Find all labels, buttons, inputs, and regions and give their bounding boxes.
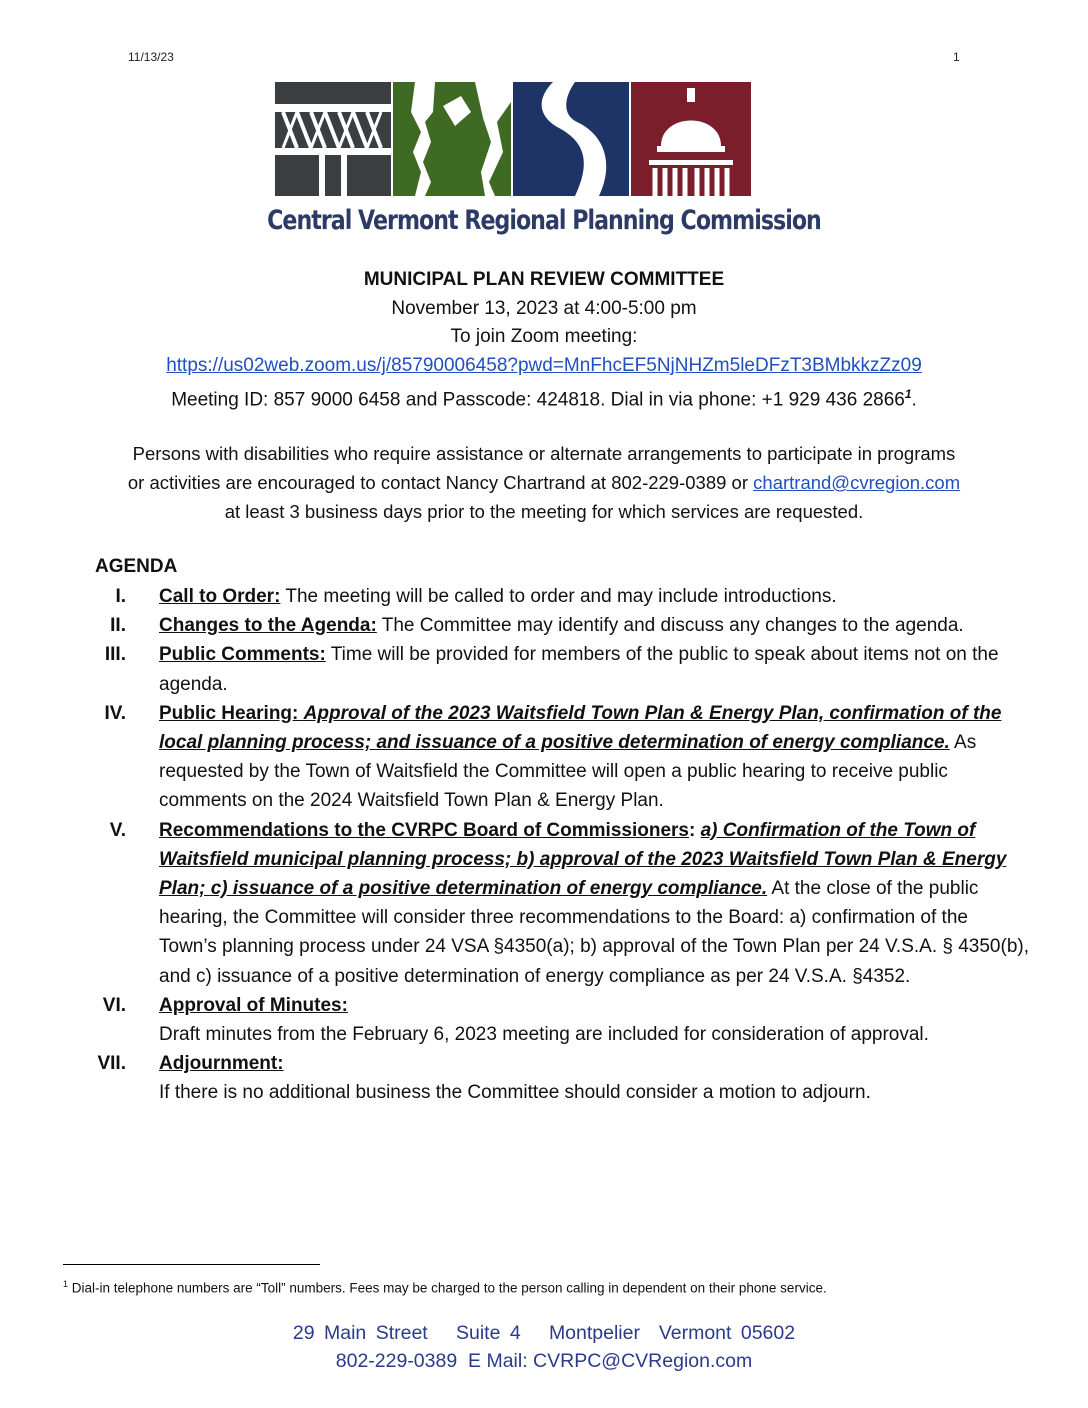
ada-line-2	[0, 468, 1088, 497]
footnote-divider	[63, 1264, 320, 1265]
agenda-item-number: VI.	[102, 994, 126, 1016]
capitol-icon	[631, 82, 751, 196]
agenda-item-text: If there is no additional business the Committee should consider a motion to adjourn.	[159, 1082, 871, 1104]
footnote-mark: 1	[63, 1279, 69, 1289]
zoom-meeting-link[interactable]: https://us02web.zoom.us/j/85790006458?pwd=MnFhcEF5NjNHZm5leDFzT3BMbkkzZz09	[166, 355, 922, 376]
agenda-item	[70, 699, 1030, 816]
agenda-item-number: I.	[115, 586, 126, 607]
ada-line-2-text: or activities are encouraged to contact Nancy Chartrand at 802-229-0389 or	[127, 472, 754, 493]
zoom-join-label: To join Zoom meeting:	[450, 326, 638, 347]
meeting-id-text: Meeting ID: 857 9000 6458 and Passcode: 424818. Dial in via phone: +1 929 436 2866	[171, 389, 905, 411]
agenda-item-title: Approval of Minutes:	[159, 994, 348, 1016]
footnote-ref: 1	[904, 387, 912, 401]
accessibility-notice	[0, 439, 1088, 526]
agenda-item-emphasis: Approval of the 2023 Waitsfield Town Plan & Energy Plan, confirmation of the local planning process; and issuance of a positive determination of energy compliance.	[159, 702, 1002, 754]
meeting-id-line: Meeting ID: 857 9000 6458 and Passcode: 424818. Dial in via phone: +1 929 436 2866$^1$.	[171, 387, 917, 411]
agenda-item-colon: :	[688, 819, 701, 841]
agenda-item	[70, 640, 1030, 698]
footer-address: 29 Main Street Suite 4 Montpelier Vermont 05602	[292, 1322, 796, 1344]
agenda-item-number: V.	[109, 819, 126, 841]
zoom-link-line	[0, 351, 1088, 380]
agenda-item	[70, 816, 1030, 991]
agenda-item-number: IV.	[104, 702, 126, 724]
page-number: 1	[953, 50, 960, 64]
agenda-item-number: II.	[110, 615, 126, 637]
agenda-item-text: As requested by the Town of Waitsfield the Committee will open a public hearing to receive public comments on the 2024 Waitsfield Town Plan & Energy Plan.	[159, 732, 977, 812]
agenda-item-title: Public Hearing:	[159, 702, 304, 724]
organization-name: Central Vermont Regional Planning Commission	[267, 205, 821, 236]
agenda-item-number: VII.	[97, 1053, 126, 1075]
agenda-item	[70, 991, 1030, 1049]
vermont-map-icon	[393, 82, 511, 196]
agenda-heading: AGENDA	[95, 556, 178, 577]
agenda-item-title: Recommendations to the CVRPC Board of Commissioners	[159, 819, 689, 841]
agenda-item-title: Public Comments:	[159, 644, 326, 666]
river-icon	[513, 82, 629, 196]
agenda-item	[70, 611, 1030, 640]
ada-line-1: Persons with disabilities who require assistance or alternate arrangements to participate in programs	[132, 443, 956, 464]
cvrpc-logo	[275, 82, 751, 196]
agenda-list	[70, 582, 1030, 1108]
bridge-icon	[275, 82, 391, 196]
agenda-item-text: At the close of the public hearing, the Committee will consider three recommendations to the Board: a) confirmation of the Town’s planning process under 24 VSA §4350(a); b) approval of the Town Plan per 24 V.S.A. § 4350(b), and c) issuance of a positive determination of energy compliance as per 24 V.S.A. §4352.	[159, 878, 1029, 987]
agenda-item-text: Draft minutes from the February 6, 2023 meeting are included for consideration of approval.	[159, 1024, 929, 1046]
agenda-item-title: Changes to the Agenda:	[159, 615, 377, 637]
agenda-item	[70, 1049, 1030, 1107]
meeting-title: MUNICIPAL PLAN REVIEW COMMITTEE	[363, 269, 725, 290]
agenda-item-number: III.	[104, 644, 126, 666]
agenda-item-emphasis: a) Confirmation of the Town of Waitsfield municipal planning process; b) approval of the 2023 Waitsfield Town Plan & Energy Plan; c) issuance of a positive determination of energy compliance.	[159, 819, 1007, 900]
agenda-item-text: The Committee may identify and discuss any changes to the agenda.	[376, 615, 964, 637]
footnote	[63, 1279, 827, 1296]
agenda-item	[70, 582, 1030, 611]
footer-contact: 802-229-0389 E Mail: CVRPC@CVRegion.com	[335, 1350, 753, 1372]
agenda-item-text: The meeting will be called to order and may include introductions.	[280, 586, 837, 607]
agenda-item-text: Time will be provided for members of the public to speak about items not on the agenda.	[159, 644, 999, 695]
agenda-item-title: Adjournment:	[159, 1053, 284, 1075]
contact-email-link[interactable]: chartrand@cvregion.com	[753, 472, 961, 493]
footnote-text: Dial-in telephone numbers are “Toll” numbers. Fees may be charged to the person calling in dependent on their phone service.	[68, 1280, 827, 1296]
header-date: 11/13/23	[128, 50, 174, 64]
agenda-item-title: Call to Order:	[159, 586, 281, 607]
ada-line-3: at least 3 business days prior to the meeting for which services are requested.	[224, 501, 864, 522]
meeting-datetime: November 13, 2023 at 4:00-5:00 pm	[391, 298, 697, 319]
